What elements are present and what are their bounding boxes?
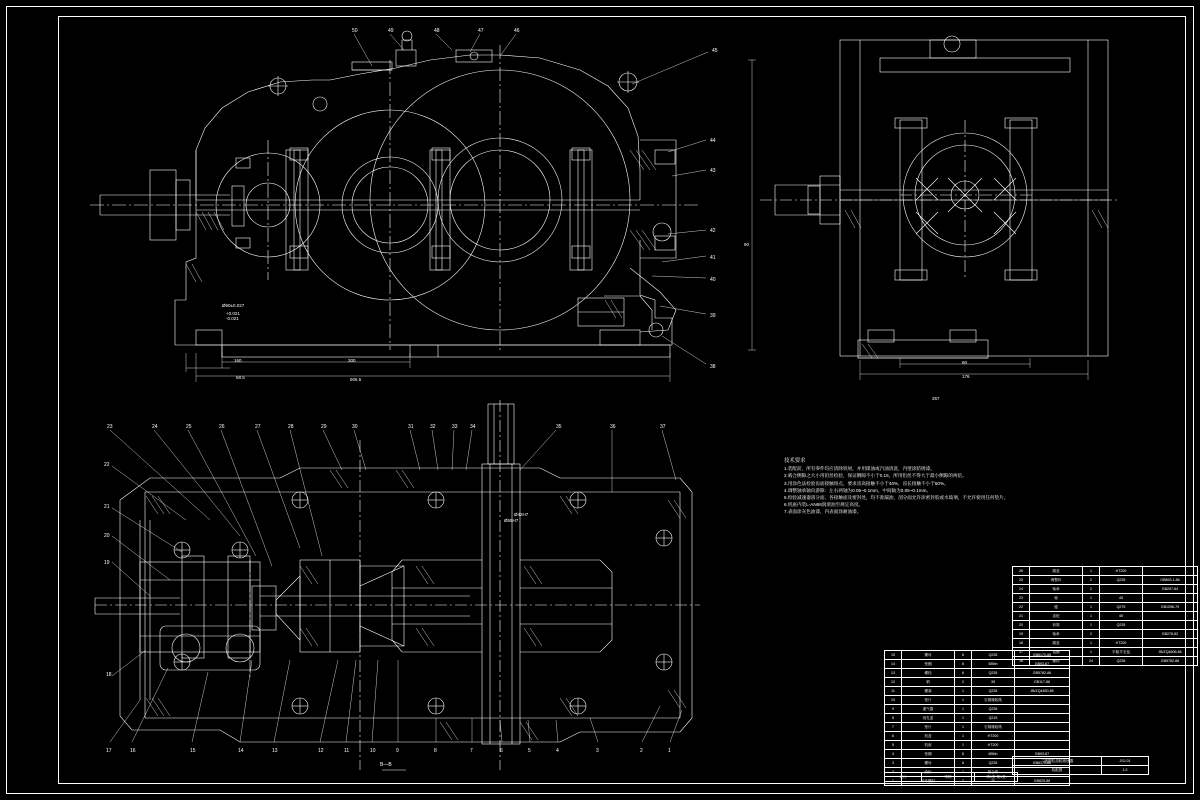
bom-row <box>1013 621 1198 630</box>
callout-part-8: 8 <box>434 748 437 754</box>
bom-cell: 螺塞 <box>902 687 955 696</box>
bom-row <box>885 732 1070 741</box>
callout-part-12: 12 <box>318 748 324 754</box>
bom-cell: 21 <box>1013 612 1030 621</box>
bom-cell <box>1015 705 1070 714</box>
bom-cell: 23 <box>1013 594 1030 603</box>
bom-cell: GB6170-86 <box>1015 651 1070 660</box>
technical-requirements <box>784 458 1008 516</box>
bom-cell: JB/ZQ4450-86 <box>1015 687 1070 696</box>
callout-part-30: 30 <box>352 424 358 430</box>
dimension-label: Ø55H7 <box>504 518 519 523</box>
bom-cell: 2 <box>885 768 902 777</box>
bom-cell: 齿轮 <box>1030 612 1083 621</box>
bom-cell: 1 <box>955 714 972 723</box>
bom-cell: JB/ZQ4606-86 <box>1143 648 1198 657</box>
bom-cell: Q275 <box>1100 603 1143 612</box>
bom-cell: 调整环 <box>1030 576 1083 585</box>
bom-row <box>1013 639 1198 648</box>
bom-cell: GB893.1-86 <box>1143 576 1198 585</box>
bom-cell: 20 <box>1013 621 1030 630</box>
bom-cell: 2 <box>1083 630 1100 639</box>
callout-part-33: 33 <box>452 424 458 430</box>
bom-cell: Q235 <box>972 651 1015 660</box>
note-line: 2.啮合侧隙之大小用铅丝检验，保证侧隙不小于0.16，所用铅丝不得大于最小侧隙的两倍。 <box>784 473 967 479</box>
bom-cell: 端盖 <box>1030 567 1083 576</box>
bom-cell: HT200 <box>1100 639 1143 648</box>
note-line: 5.检验减速器剖分面、各接触面及密封处，均不准漏油，剖分面允许涂密封胶或水玻璃，不允许使用任何垫片。 <box>784 495 1009 501</box>
callout-part-11: 11 <box>344 748 350 754</box>
bom-row <box>1013 603 1198 612</box>
callout-part-34: 34 <box>470 424 476 430</box>
callout-part-44: 44 <box>710 138 716 144</box>
bom-cell: 18 <box>1013 639 1030 648</box>
bom-cell <box>1143 612 1198 621</box>
bom-cell <box>1015 741 1070 750</box>
callout-part-46: 46 <box>514 28 520 34</box>
callout-part-42: 42 <box>710 228 716 234</box>
bom-row <box>885 705 1070 714</box>
callout-part-27: 27 <box>255 424 261 430</box>
bom-cell: 螺栓 <box>902 669 955 678</box>
bom-row <box>1013 567 1198 576</box>
dimension-label: +0.021 <box>226 311 240 316</box>
bom-cell <box>1015 696 1070 705</box>
callout-part-1: 1 <box>668 748 671 754</box>
bom-cell: HT200 <box>972 741 1015 750</box>
bom-cell: 45 <box>1100 594 1143 603</box>
bom-cell <box>1015 732 1070 741</box>
bom-cell: 1 <box>1083 621 1100 630</box>
callout-part-38: 38 <box>710 364 716 370</box>
bom-cell: 1 <box>885 777 902 786</box>
callout-part-47: 47 <box>478 28 484 34</box>
bom-cell: GB5782-86 <box>1143 657 1198 666</box>
callout-part-50: 50 <box>352 28 358 34</box>
callout-part-49: 49 <box>388 28 394 34</box>
bom-cell: 1 <box>955 687 972 696</box>
callout-part-29: 29 <box>321 424 327 430</box>
bom-cell: 9 <box>885 705 902 714</box>
bom-cell: Q215 <box>972 714 1015 723</box>
bom-cell: 垫片 <box>902 723 955 732</box>
bom-cell: GB5782-86 <box>1015 669 1070 678</box>
bom-cell: 1 <box>955 732 972 741</box>
title-block-stage: 装配图 <box>1013 766 1102 775</box>
callout-part-21: 21 <box>104 504 110 510</box>
bom-cell: 2 <box>1083 576 1100 585</box>
bom-cell: Q235 <box>972 687 1015 696</box>
callout-part-40: 40 <box>710 277 716 283</box>
callout-part-36: 36 <box>610 424 616 430</box>
bom-cell: 4 <box>885 750 902 759</box>
dimension-label: 90 <box>744 242 750 247</box>
bom-cell: 22 <box>1013 603 1030 612</box>
callout-part-4: 4 <box>556 748 559 754</box>
bom-cell: 组合件 <box>972 768 1015 777</box>
bom-cell: 轴承 <box>1030 585 1083 594</box>
bom-cell: Q235 <box>1100 576 1143 585</box>
bom-cell: 1 <box>955 768 972 777</box>
callout-part-3: 3 <box>596 748 599 754</box>
bom-cell: 垫圈 <box>902 660 955 669</box>
bom-cell: 12 <box>885 678 902 687</box>
bom-cell: 25 <box>1013 576 1030 585</box>
callout-part-25: 25 <box>186 424 192 430</box>
callout-part-31: 31 <box>408 424 414 430</box>
dimension-label: 176 <box>962 374 970 379</box>
bom-cell: 6 <box>885 732 902 741</box>
callout-part-24: 24 <box>152 424 158 430</box>
bom-cell: GB297-84 <box>1143 585 1198 594</box>
callout-part-28: 28 <box>288 424 294 430</box>
bom-cell: 20 <box>972 777 1015 786</box>
bom-cell: 键 <box>1030 603 1083 612</box>
title-block-designer: 设计 <box>885 773 922 782</box>
bom-cell: 45 <box>1100 612 1143 621</box>
dimension-label: Ø60±0.027 <box>222 303 245 308</box>
bom-cell: 6 <box>955 759 972 768</box>
bom-cell: 65Mn <box>972 660 1015 669</box>
bom-cell: 端盖 <box>1030 639 1083 648</box>
callout-part-22: 22 <box>104 462 110 468</box>
bom-row <box>1013 612 1198 621</box>
bom-cell: 24 <box>1083 657 1100 666</box>
bom-cell: 垫圈 <box>902 750 955 759</box>
title-block-drawing-no: JSJ-01 <box>1102 757 1149 766</box>
dimension-label: 58.5 <box>236 375 245 380</box>
bom-cell: Q235 <box>972 705 1015 714</box>
bom-cell: 1 <box>1083 648 1100 657</box>
bom-cell: 15 <box>885 651 902 660</box>
title-block-checker: 审核 <box>922 773 975 782</box>
bom-cell: 6 <box>955 750 972 759</box>
callout-part-17: 17 <box>106 748 112 754</box>
bom-cell: 机座 <box>902 741 955 750</box>
callout-part-6: 6 <box>500 748 503 754</box>
bom-cell: 65Mn <box>972 750 1015 759</box>
callout-part-43: 43 <box>710 168 716 174</box>
bom-row <box>1013 630 1198 639</box>
bom-cell: 石棉橡胶纸 <box>972 723 1015 732</box>
callout-part-14: 14 <box>238 748 244 754</box>
bom-cell: 通气器 <box>902 705 955 714</box>
note-line: 1.装配前，所有零件均应清除铁屑，并用煤油或汽油清洗，内壁涂防锈漆。 <box>784 466 935 472</box>
bom-cell: 24 <box>1013 585 1030 594</box>
callout-part-37: 37 <box>660 424 666 430</box>
bom-cell: 1 <box>1083 594 1100 603</box>
bom-cell: 视孔盖 <box>902 714 955 723</box>
bom-cell: GB6170-86 <box>1015 759 1070 768</box>
bom-cell: GB93-87 <box>1015 660 1070 669</box>
bom-cell <box>1143 567 1198 576</box>
note-line: 6.机座内装L-AN68润滑油至规定高度。 <box>784 502 864 508</box>
callout-part-26: 26 <box>219 424 225 430</box>
callout-part-35: 35 <box>556 424 562 430</box>
bom-cell: 螺母 <box>902 759 955 768</box>
callout-part-45: 45 <box>712 48 718 54</box>
callout-part-13: 13 <box>272 748 278 754</box>
bom-cell: 35 <box>972 678 1015 687</box>
bom-cell: 螺栓 <box>1030 657 1083 666</box>
bom-row <box>885 741 1070 750</box>
bom-cell: 1 <box>955 741 972 750</box>
note-line: 4.调整轴承轴向游隙：左右两轴为0.05~0.1mm，中间轴为0.05~0.1mm。 <box>784 487 932 493</box>
note-line: 3.用涂色法检验齿面接触斑点，要求齿高接触不小于40%，齿长接触不小于50%。 <box>784 480 949 486</box>
callout-part-19: 19 <box>104 560 110 566</box>
bom-cell: 毡圈 <box>1030 648 1083 657</box>
bom-cell: 3 <box>885 759 902 768</box>
bom-cell <box>1015 714 1070 723</box>
bom-cell: HT200 <box>1100 567 1143 576</box>
bom-cell: GB276-82 <box>1143 630 1198 639</box>
dimension-label: 300 <box>348 358 356 363</box>
bom-cell: 轴承 <box>1030 630 1083 639</box>
callout-part-15: 15 <box>190 748 196 754</box>
bom-row <box>885 660 1070 669</box>
bom-cell: 1 <box>1083 612 1100 621</box>
dimension-label: 60 <box>962 360 968 365</box>
title-block-extra <box>884 772 1018 782</box>
callout-part-23: 23 <box>107 424 113 430</box>
dimension-label: Ø42H7 <box>514 512 529 517</box>
bom-cell: 垫片 <box>902 696 955 705</box>
dimension-label: 267 <box>932 396 940 401</box>
bom-cell <box>1143 639 1198 648</box>
bom-cell: 轴 <box>1030 594 1083 603</box>
callout-part-10: 10 <box>370 748 376 754</box>
bom-cell: GB93-87 <box>1015 750 1070 759</box>
callout-part-7: 7 <box>470 748 473 754</box>
bom-row <box>885 687 1070 696</box>
callout-part-18: 18 <box>106 672 112 678</box>
bom-cell: GB825-88 <box>1015 777 1070 786</box>
callout-part-2: 2 <box>640 748 643 754</box>
bom-row <box>1013 576 1198 585</box>
callout-part-9: 9 <box>396 748 399 754</box>
bom-cell: 6 <box>955 660 972 669</box>
bom-row <box>885 696 1070 705</box>
callout-part-39: 39 <box>710 313 716 319</box>
bom-cell: 19 <box>1013 630 1030 639</box>
bom-cell: 5 <box>885 741 902 750</box>
bom-cell: 2 <box>955 678 972 687</box>
title-block-sheet: 共1张 第1张 <box>975 773 1018 782</box>
bom-cell: 26 <box>1013 567 1030 576</box>
bom-cell: 16 <box>1013 657 1030 666</box>
note-line: 7.表面涂灰色油漆，内表面涂耐油漆。 <box>784 509 862 515</box>
notes-title: 技术要求 <box>784 458 806 464</box>
bom-cell: GB1096-79 <box>1143 603 1198 612</box>
bom-cell: 1 <box>1083 603 1100 612</box>
bom-cell: Q235 <box>1100 657 1143 666</box>
bom-cell: Q235 <box>1100 621 1143 630</box>
bom-cell: 6 <box>955 669 972 678</box>
bom-cell: Q235 <box>972 759 1015 768</box>
bom-cell: 半粗羊毛毡 <box>1100 648 1143 657</box>
title-block-scale: 1:2 <box>1102 766 1149 775</box>
callout-part-16: 16 <box>130 748 136 754</box>
callout-part-41: 41 <box>710 255 716 261</box>
bom-row <box>1013 594 1198 603</box>
bom-cell: 螺母 <box>902 651 955 660</box>
bom-cell <box>1015 723 1070 732</box>
bom-cell: 2 <box>955 777 972 786</box>
bom-cell <box>1100 630 1143 639</box>
bom-row <box>885 669 1070 678</box>
bom-cell: 11 <box>885 687 902 696</box>
bom-cell: 1 <box>955 696 972 705</box>
bom-cell: 油标 <box>902 768 955 777</box>
callout-part-20: 20 <box>104 533 110 539</box>
bom-row <box>885 651 1070 660</box>
bom-cell: 6 <box>955 651 972 660</box>
bom-cell <box>1143 621 1198 630</box>
bom-cell: 10 <box>885 696 902 705</box>
dimension-label: 506.5 <box>350 377 362 382</box>
bom-cell: 销 <box>902 678 955 687</box>
bom-cell: 7 <box>885 723 902 732</box>
bom-row <box>885 714 1070 723</box>
callout-part-32: 32 <box>430 424 436 430</box>
bom-cell: GB117-86 <box>1015 678 1070 687</box>
callout-part-5: 5 <box>528 748 531 754</box>
bom-cell: 14 <box>885 660 902 669</box>
dimension-label: 160 <box>234 358 242 363</box>
bom-cell: Q235 <box>972 669 1015 678</box>
bom-cell <box>1143 594 1198 603</box>
bom-cell: HT200 <box>972 732 1015 741</box>
bom-cell: 吊环螺钉 <box>902 777 955 786</box>
bom-row <box>885 723 1070 732</box>
bom-cell: 17 <box>1013 648 1030 657</box>
bom-cell: 石棉橡胶纸 <box>972 696 1015 705</box>
bom-cell: 8 <box>885 714 902 723</box>
bom-row <box>885 678 1070 687</box>
view-caption-top: B—B <box>380 762 392 768</box>
bom-cell: 1 <box>955 705 972 714</box>
callout-part-48: 48 <box>434 28 440 34</box>
bom-cell: 2 <box>1083 585 1100 594</box>
bom-cell: 套筒 <box>1030 621 1083 630</box>
dimension-label: -0.021 <box>226 316 239 321</box>
bom-cell: 13 <box>885 669 902 678</box>
bom-cell: 机盖 <box>902 732 955 741</box>
bom-cell <box>1100 585 1143 594</box>
title-block <box>1012 756 1149 775</box>
bom-cell: 1 <box>1083 567 1100 576</box>
bom-cell: 1 <box>955 723 972 732</box>
bom-cell: 1 <box>1083 639 1100 648</box>
bom-row <box>1013 585 1198 594</box>
title-block-name: 二级圆柱齿轮减速器 <box>1013 757 1102 766</box>
